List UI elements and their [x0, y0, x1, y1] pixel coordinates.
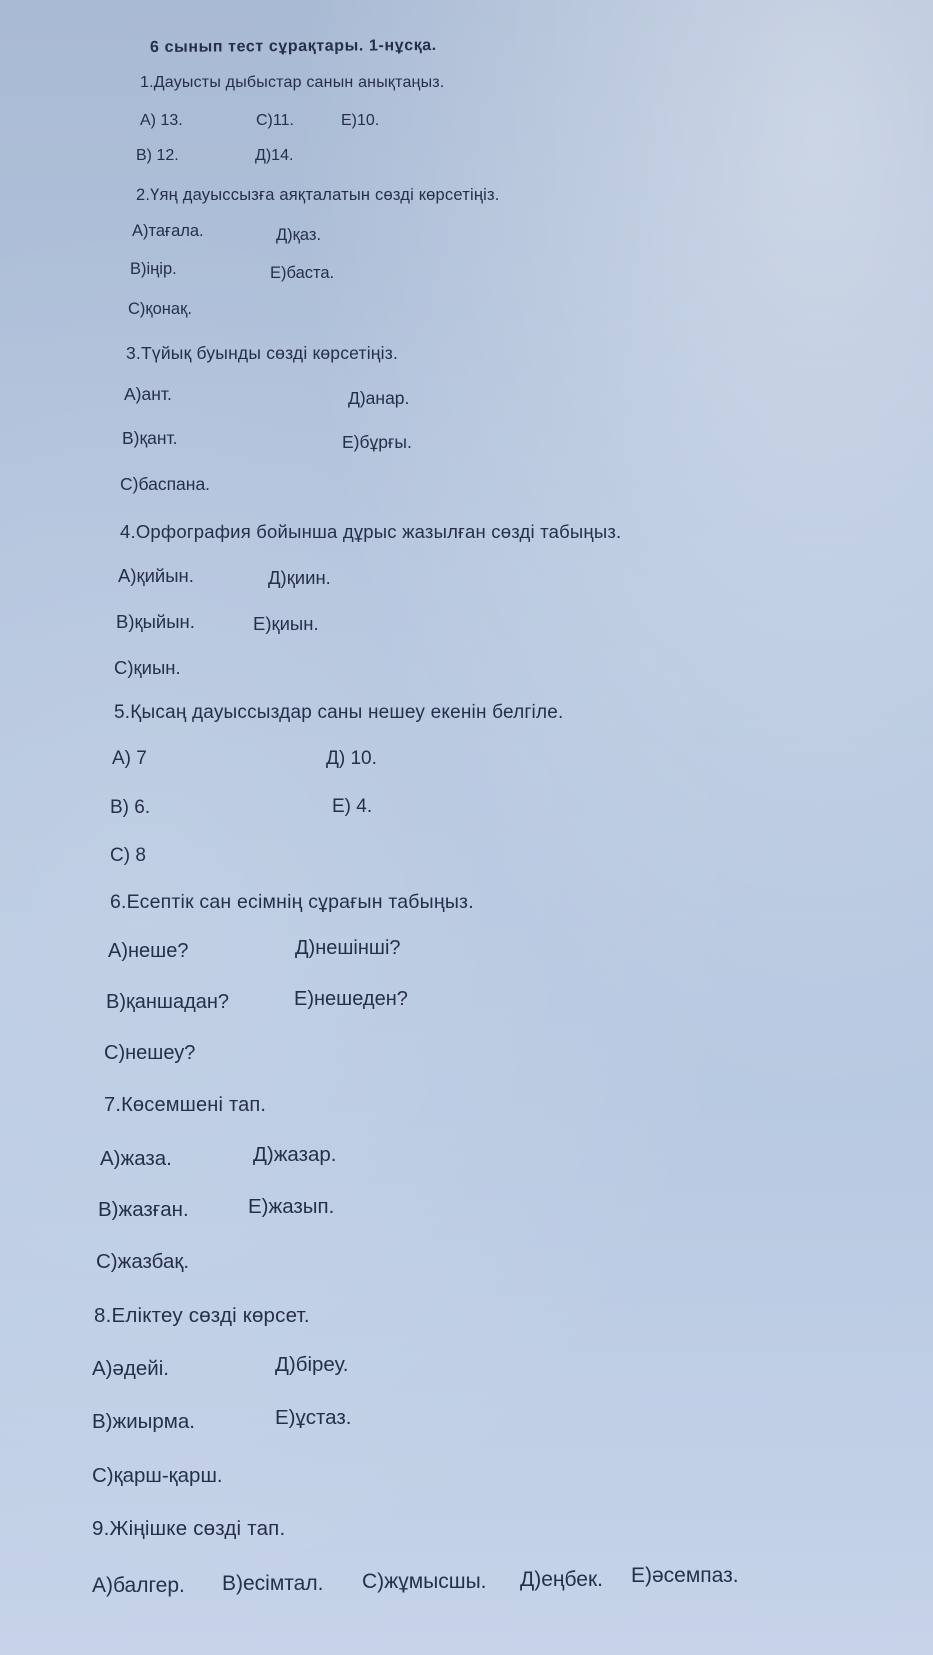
- q1-option-b: В) 12.: [136, 147, 179, 164]
- q5-option-b: В) 6.: [110, 797, 151, 818]
- q1-option-e: Е)10.: [341, 112, 380, 129]
- q8-option-b: В)жиырма.: [92, 1410, 195, 1433]
- q3-option-d: Д)анар.: [348, 388, 410, 408]
- q3-option-b: В)қант.: [122, 428, 178, 448]
- q4-option-a: А)қийын.: [118, 565, 194, 586]
- question-5: 5.Қысаң дауыссыздар саны нешеу екенін белгіле.: [114, 702, 564, 723]
- question-3: 3.Түйық буынды сөзді көрсетіңіз.: [126, 343, 399, 363]
- q4-option-c: С)қиын.: [114, 657, 181, 678]
- page-title: 6 сынып тест сұрақтары. 1-нұсқа.: [149, 36, 437, 57]
- question-2: 2.Үяң дауыссызға аяқталатын сөзді көрсетіңіз.: [136, 186, 500, 204]
- q2-option-b: В)іңір.: [130, 260, 177, 278]
- question-1: 1.Дауысты дыбыстар санын анықтаңыз.: [140, 74, 445, 91]
- q6-option-c: С)нешеу?: [104, 1042, 196, 1064]
- q9-option-c: С)жұмысшы.: [362, 1570, 487, 1593]
- q6-option-e: Е)нешеден?: [294, 988, 408, 1010]
- q3-option-a: А)ант.: [124, 384, 172, 404]
- question-8: 8.Еліктеу сөзді көрсет.: [94, 1304, 310, 1327]
- q2-option-a: А)тағала.: [132, 222, 204, 240]
- q8-option-d: Д)біреу.: [275, 1353, 349, 1376]
- q1-option-d: Д)14.: [255, 147, 294, 164]
- q3-option-c: С)баспана.: [120, 474, 211, 494]
- q7-option-a: А)жаза.: [100, 1147, 172, 1170]
- q2-option-c: С)қонақ.: [128, 300, 192, 318]
- question-7: 7.Көсемшені тап.: [104, 1094, 267, 1116]
- question-6: 6.Есептік сан есімнің сұрағын табыңыз.: [110, 891, 474, 913]
- q2-option-e: Е)баста.: [270, 264, 335, 282]
- q4-option-d: Д)қиин.: [268, 567, 331, 588]
- q5-option-d: Д) 10.: [326, 748, 377, 769]
- q9-option-b: В)есімтал.: [222, 1572, 324, 1595]
- q2-option-d: Д)қаз.: [276, 226, 322, 244]
- q7-option-d: Д)жазар.: [253, 1143, 337, 1166]
- q9-option-e: Е)әсемпаз.: [631, 1564, 739, 1587]
- question-4: 4.Орфография бойынша дұрыс жазылған сөзді табыңыз.: [120, 521, 622, 542]
- q1-option-a: А) 13.: [140, 112, 183, 129]
- q6-option-a: А)неше?: [108, 940, 189, 962]
- q4-option-b: В)қыйын.: [116, 611, 195, 632]
- q6-option-d: Д)нешінші?: [295, 937, 401, 959]
- q3-option-e: Е)бұрғы.: [342, 432, 412, 452]
- q7-option-e: Е)жазып.: [248, 1195, 335, 1218]
- q6-option-b: В)қаншадан?: [106, 991, 230, 1013]
- q7-option-b: В)жазған.: [98, 1198, 189, 1221]
- q8-option-a: А)әдейі.: [92, 1357, 169, 1380]
- q4-option-e: Е)қиын.: [253, 613, 319, 634]
- q1-option-c: С)11.: [256, 112, 294, 129]
- q9-option-d: Д)еңбек.: [520, 1568, 603, 1591]
- q8-option-e: Е)ұстаз.: [275, 1406, 352, 1429]
- q8-option-c: С)қарш-қарш.: [92, 1464, 223, 1487]
- q5-option-c: С) 8: [110, 845, 146, 866]
- q9-option-a: А)балгер.: [92, 1574, 185, 1597]
- q5-option-e: Е) 4.: [332, 796, 373, 817]
- question-9: 9.Жіңішке сөзді тап.: [92, 1517, 286, 1540]
- q5-option-a: А) 7: [112, 748, 147, 769]
- q7-option-c: С)жазбақ.: [96, 1250, 190, 1273]
